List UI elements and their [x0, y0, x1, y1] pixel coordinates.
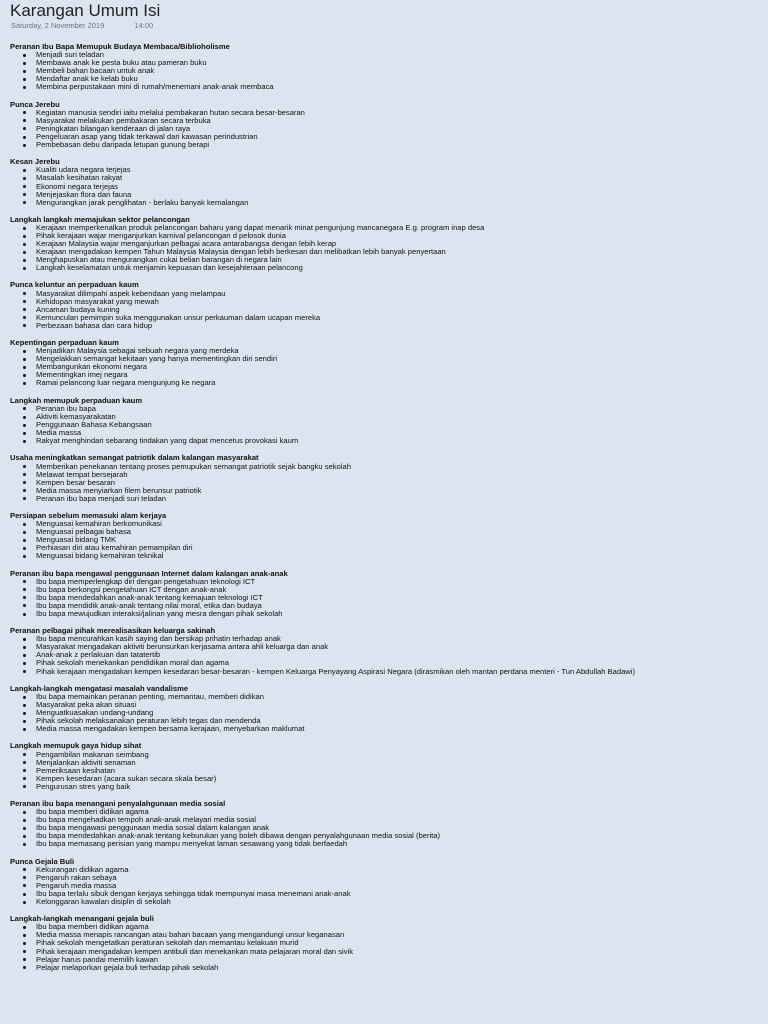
list-item-text: Menghapuskan atau mengurangkan cukai belian barangan di negara lain [36, 255, 282, 265]
list-item [10, 174, 760, 182]
bullet-icon [23, 193, 26, 196]
list-item-text: Media massa menyiarkan filem berunsur patriotik [36, 485, 202, 495]
list-item-text: Mendaftar anak ke kelab buku [36, 74, 138, 84]
bullet-icon [23, 720, 26, 723]
bullet-icon [23, 62, 26, 65]
bullet-icon [23, 473, 26, 476]
bullet-list [10, 347, 760, 387]
list-item-text: Kerajaan mengadakan kempen Tahun Malaysia Malaysia dengan lebih berkesan dan melibatkan lebih banyak penyertaan [36, 247, 446, 257]
note-section [10, 627, 760, 675]
bullet-icon [23, 54, 26, 57]
section-heading: Peranan Ibu Bapa Memupuk Budaya Membaca/Biblioholisme [10, 42, 230, 51]
bullet-list [10, 635, 760, 675]
list-item-text: Pengeluaran asap yang tidak terkawal dari kawasan perindustrian [36, 131, 258, 141]
bullet-icon [23, 712, 26, 715]
list-item-text: Mengelakkan semangat kekitaan yang hanya mementingkan diri sendiri [36, 354, 278, 364]
bullet-icon [23, 777, 26, 780]
bullet-icon [23, 819, 26, 822]
list-item-text: Anak-anak z perlakuan dan tatatertib [36, 650, 161, 660]
bullet-icon [23, 696, 26, 699]
list-item [10, 528, 760, 536]
bullet-list [10, 109, 760, 149]
note-section [10, 570, 760, 618]
section-heading: Punca Gejala Buli [10, 856, 75, 866]
bullet-icon [23, 827, 26, 830]
bullet-icon [23, 465, 26, 468]
section-heading: Peranan pelbagai pihak merealisasikan keluarga sakinah [10, 626, 216, 636]
bullet-icon [23, 588, 26, 591]
list-item [10, 759, 760, 767]
section-heading: Persiapan sebelum memasuki alam kerjaya [10, 510, 167, 520]
list-item-text: Ibu bapa memasang perisian yang mampu menyekat laman sesawang yang tidak berfaedah [36, 839, 348, 849]
bullet-icon [23, 144, 26, 147]
note-time: 14:00 [134, 21, 154, 30]
list-item-text: Kegiatan manusia sendiri iaitu melalui pembakaran hutan secara besar-besaran [36, 107, 305, 117]
bullet-icon [23, 119, 26, 122]
section-heading: Langkah-langkah mengatasi masalah vandalisme [10, 683, 189, 693]
bullet-icon [23, 580, 26, 583]
list-item-text: Ekonomi negara terjejas [36, 181, 118, 191]
list-item-text: Ibu bapa terlalu sibuk dengan kerjaya sehingga tidak mempunyai masa menemani anak-anak [36, 888, 351, 898]
list-item-text: Pihak kerajaan mengadakan kempen kesedaran besar-besaran - kempen Keluarga Penyayang Aspirasi Negara (dirasmikan oleh mantan perdana menteri - Tun Abdullah Badawi) [36, 666, 635, 676]
list-item-text: Langkah keselamatan untuk menjamin kepuasan dan kesejahteraan pelancong [36, 263, 303, 273]
list-item-text: Ibu bapa memberi didikan agama [36, 807, 149, 817]
list-item-text: Menjadi suri teladan [36, 50, 104, 60]
bullet-icon [23, 646, 26, 649]
list-item-text: Aktiviti kemasyarakatan [36, 411, 116, 421]
list-item-text: Pihak kerajaan mengadakan kempen antibuli dan menekankan mata pelajaran moral dan sivik [36, 946, 354, 956]
bullet-icon [23, 843, 26, 846]
section-heading: Langkah memupuk perpaduan kaum [10, 395, 143, 405]
list-item [10, 964, 760, 972]
list-item-text: Kemunculan pemimpin suka menggunakan unsur perkauman dalam ucapan mereka [36, 312, 321, 322]
bullet-icon [23, 416, 26, 419]
list-item-text: Membawa anak ke pesta buku atau pameran buku [36, 58, 207, 68]
note-body [10, 43, 760, 972]
section-heading: Punca Jerebu [10, 99, 60, 109]
bullet-icon [23, 942, 26, 945]
list-item-text: Menjalankan aktiviti senaman [36, 757, 136, 767]
bullet-list [10, 751, 760, 791]
list-item-text: Pihak sekolah melaksanakan peraturan lebih tegas dan mendenda [36, 716, 261, 726]
list-item-text: Menguatkuasakan undang-undang [36, 708, 154, 718]
list-item-text: Menguasai pelbagai bahasa [36, 527, 131, 537]
bullet-icon [23, 424, 26, 427]
list-item [10, 471, 760, 479]
section-heading: Punca keluntur an perpaduan kaum [10, 280, 139, 290]
bullet-icon [23, 185, 26, 188]
bullet-icon [23, 86, 26, 89]
list-item-text: Ibu bapa mendedahkan anak-anak tentang keburukan yang boleh dibawa dengan penyalahgunaan media sosial (berita) [36, 831, 441, 841]
note-section [10, 101, 760, 149]
bullet-icon [23, 407, 26, 410]
bullet-icon [23, 613, 26, 616]
list-item-text: Melawat tempat bersejarah [36, 469, 128, 479]
bullet-list [10, 224, 760, 272]
note-section [10, 512, 760, 560]
list-item-text: Pengaruh media massa [36, 880, 117, 890]
list-item-text: Ibu bapa mencurahkan kasih saying dan bersikap prihatin terhadap anak [36, 634, 281, 644]
bullet-icon [23, 811, 26, 814]
list-item-text: Ibu bapa berkongsi pengetahuan ICT dengan anak-anak [36, 584, 227, 594]
bullet-icon [23, 136, 26, 139]
section-heading: Langkah langkah memajukan sektor pelancongan [10, 214, 190, 224]
note-section [10, 858, 760, 906]
list-item-text: Kekurangan didikan agama [36, 864, 129, 874]
bullet-icon [23, 662, 26, 665]
list-item-text: Mementingkan imej negara [36, 370, 128, 380]
list-item-text: Perbezaan bahasa dan cara hidup [36, 320, 153, 330]
bullet-icon [23, 901, 26, 904]
bullet-icon [23, 769, 26, 772]
list-item-text: Ibu bapa memperlengkap diri dengan pengetahuan teknologi ICT [36, 576, 256, 586]
list-item-text: Peranan ibu bapa menjadi suri teladan [36, 493, 167, 503]
list-item [10, 166, 760, 174]
list-item-text: Masyarakat peka akan situasi [36, 699, 137, 709]
bullet-icon [23, 753, 26, 756]
bullet-icon [23, 497, 26, 500]
list-item-text: Ibu bapa mengawasi penggunaan media sosial dalam kalangan anak [36, 823, 270, 833]
bullet-icon [23, 950, 26, 953]
list-item-text: Menguasai kemahiran berkomunikasi [36, 519, 162, 529]
list-item-text: Ibu bapa mendedahkan anak-anak tentang kemajuan teknologi ICT [36, 592, 263, 602]
list-item [10, 379, 760, 387]
note-section [10, 742, 760, 790]
bullet-icon [23, 308, 26, 311]
bullet-icon [23, 243, 26, 246]
section-heading: Langkah-langkah menangani gejala buli [10, 914, 154, 924]
bullet-icon [23, 127, 26, 130]
bullet-icon [23, 884, 26, 887]
bullet-icon [23, 547, 26, 550]
list-item-text: Masyarakat mengadakan aktiviti berunsurkan kerjasama antara ahli keluarga dan anak [36, 642, 329, 652]
list-item-text: Pemeriksaan kesihatan [36, 765, 115, 775]
list-item-text: Pembebasan debu daripada letupan gunung berapi [36, 139, 210, 149]
list-item-text: Rakyat menghindari sebarang tindakan yang dapat mencetus provokasi kaum [36, 436, 299, 446]
bullet-icon [23, 876, 26, 879]
bullet-icon [23, 259, 26, 262]
bullet-icon [23, 382, 26, 385]
list-item-text: Membangunkan ekonomi negara [36, 362, 148, 372]
bullet-icon [23, 70, 26, 73]
list-item [10, 421, 760, 429]
list-item-text: Kelonggaran kawalan disiplin di sekolah [36, 896, 171, 906]
bullet-icon [23, 111, 26, 114]
bullet-list [10, 923, 760, 971]
list-item [10, 298, 760, 306]
bullet-icon [23, 670, 26, 673]
list-item-text: Kerajaan memperkenalkan produk pelancongan baharu yang dapat menarik minat pengunjung mancanegara E.g. program inap desa [36, 223, 485, 233]
bullet-icon [23, 539, 26, 542]
list-item-text: Peningkatan bilangan kenderaan di jalan raya [36, 123, 191, 133]
list-item [10, 264, 760, 272]
note-section [10, 397, 760, 445]
note-section [10, 281, 760, 329]
list-item-text: Membeli bahan bacaan untuk anak [36, 66, 155, 76]
bullet-icon [23, 926, 26, 929]
note-title: Karangan Umum Isi [10, 1, 161, 20]
bullet-icon [23, 78, 26, 81]
list-item [10, 199, 760, 207]
bullet-icon [23, 523, 26, 526]
bullet-icon [23, 868, 26, 871]
list-item-text: Ibu bapa memainkan peranan penting, memantau, memberi didikan [36, 691, 264, 701]
bullet-icon [23, 267, 26, 270]
list-item-text: Menguasai bidang kemahiran teknikal [36, 551, 164, 561]
bullet-icon [23, 374, 26, 377]
bullet-icon [23, 604, 26, 607]
bullet-list [10, 463, 760, 503]
list-item-text: Media massa menapis rancangan atau bahan bacaan yang mengandungi unsur keganasan [36, 930, 345, 940]
bullet-list [10, 405, 760, 445]
list-item-text: Masyarakat dilimpahi aspek kebendaan yang melampau [36, 288, 226, 298]
note-section [10, 800, 760, 848]
bullet-icon [23, 596, 26, 599]
bullet-icon [23, 893, 26, 896]
note-section [10, 685, 760, 733]
note-section [10, 216, 760, 272]
section-heading: Langkah memupuk gaya hidup sihat [10, 741, 142, 751]
bullet-list [10, 166, 760, 206]
section-heading: Peranan ibu bapa menangani penyalahgunaan media sosial [10, 798, 226, 808]
bullet-list [10, 808, 760, 848]
list-item-text: Masyarakat melakukan pembakaran secara terbuka [36, 115, 211, 125]
bullet-icon [23, 201, 26, 204]
list-item-text: Ibu bapa mewujudkan interaksi/jalinan yang mesra dengan pihak sekolah [36, 608, 283, 618]
note-section [10, 339, 760, 387]
bullet-icon [23, 316, 26, 319]
list-item-text: Ramai pelancong luar negara mengunjung ke negara [36, 378, 216, 388]
list-item-text: Kerajaan Malaysia wajar menganjurkan pelbagai acara antarabangsa dengan lebih kerap [36, 239, 337, 249]
list-item-text: Menjejaskan flora dan fauna [36, 189, 132, 199]
bullet-icon [23, 958, 26, 961]
list-item-text: Media massa [36, 428, 82, 438]
bullet-icon [23, 227, 26, 230]
list-item-text: Menguasai bidang TMK [36, 535, 117, 545]
bullet-icon [23, 934, 26, 937]
bullet-icon [23, 169, 26, 172]
list-item [10, 840, 760, 848]
bullet-icon [23, 835, 26, 838]
list-item [10, 783, 760, 791]
list-item [10, 141, 760, 149]
bullet-list [10, 290, 760, 330]
list-item-text: Pelajar harus pandai memilih kawan [36, 954, 158, 964]
section-heading: Peranan ibu bapa mengawal penggunaan Internet dalam kalangan anak-anak [10, 568, 288, 578]
list-item-text: Ibu bapa mengehadkan tempoh anak-anak melayari media sosial [36, 815, 256, 825]
bullet-icon [23, 704, 26, 707]
list-item [10, 610, 760, 618]
list-item-text: Membina perpustakaan mini di rumah/menemani anak-anak membaca [36, 82, 274, 92]
bullet-icon [23, 177, 26, 180]
list-item [10, 866, 760, 874]
note-meta [11, 21, 760, 30]
list-item [10, 725, 760, 733]
list-item [10, 874, 760, 882]
list-item-text: Ibu bapa mendidik anak-anak tentang nilai moral, etika dan budaya [36, 600, 262, 610]
section-heading: Kepentingan perpaduan kaum [10, 338, 119, 348]
bullet-icon [23, 366, 26, 369]
bullet-icon [23, 555, 26, 558]
bullet-icon [23, 481, 26, 484]
list-item-text: Perhiasan diri atau kemahiran pemampilan diri [36, 543, 193, 553]
note-section [10, 915, 760, 971]
note-date: Saturday, 2 November 2019 [11, 21, 105, 30]
bullet-list [10, 51, 760, 91]
note-section [10, 158, 760, 206]
list-item-text: Kualiti udara negara terjejas [36, 165, 131, 175]
bullet-icon [23, 292, 26, 295]
list-item-text: Pengurusan stres yang baik [36, 781, 131, 791]
list-item [10, 83, 760, 91]
list-item-text: Pelajar melaporkan gejala buli terhadap pihak sekolah [36, 962, 219, 972]
list-item-text: Pihak sekolah menekankan pendidikan moral dan agama [36, 658, 229, 668]
bullet-icon [23, 489, 26, 492]
bullet-list [10, 578, 760, 618]
list-item [10, 552, 760, 560]
bullet-icon [23, 324, 26, 327]
list-item-text: Memberikan penekanan tentang proses pemupukan semangat patriotik sejak bangku sekolah [36, 461, 351, 471]
list-item-text: Ibu bapa memberi didikan agama [36, 922, 149, 932]
list-item-text: Pihak sekolah mengetatkan peraturan sekolah dan memantau kelakuan murid [36, 938, 299, 948]
section-heading: Usaha meningkatkan semangat patriotik dalam kalangan masyarakat [10, 453, 259, 463]
bullet-icon [23, 638, 26, 641]
bullet-icon [23, 358, 26, 361]
list-item-text: Kempen besar besaran [36, 477, 115, 487]
list-item-text: Pihak kerajaan wajar menganjurkan karnival pelancongan d pelosok dunia [36, 231, 286, 241]
bullet-icon [23, 728, 26, 731]
list-item-text: Masalah kesihatan rakyat [36, 173, 123, 183]
list-item [10, 898, 760, 906]
bullet-icon [23, 235, 26, 238]
list-item-text: Peranan ibu bapa [36, 403, 96, 413]
list-item-text: Kehidupan masyarakat yang mewah [36, 296, 159, 306]
list-item [10, 495, 760, 503]
bullet-icon [23, 432, 26, 435]
list-item-text: Ancaman budaya kuning [36, 304, 120, 314]
list-item-text: Pengaruh rakan sebaya [36, 872, 117, 882]
list-item-text: Penggunaan Bahasa Kebangsaan [36, 419, 152, 429]
bullet-list [10, 520, 760, 560]
bullet-icon [23, 300, 26, 303]
list-item-text: Menjadikan Malaysia sebagai sebuah negara yang merdeka [36, 346, 239, 356]
bullet-list [10, 866, 760, 906]
bullet-icon [23, 785, 26, 788]
bullet-icon [23, 531, 26, 534]
bullet-icon [23, 440, 26, 443]
list-item-text: Pengambilan makanan seimbang [36, 749, 149, 759]
bullet-icon [23, 251, 26, 254]
note-section [10, 454, 760, 502]
list-item [10, 668, 760, 676]
bullet-list [10, 693, 760, 733]
list-item-text: Kempen kesedaran (acara sukan secara skala besar) [36, 773, 217, 783]
bullet-icon [23, 966, 26, 969]
list-item [10, 322, 760, 330]
bullet-icon [23, 654, 26, 657]
list-item-text: Mengurangkan jarak penglihatan - berlaku banyak kemalangan [36, 197, 249, 207]
note-section [10, 43, 760, 91]
bullet-icon [23, 761, 26, 764]
list-item [10, 437, 760, 445]
list-item [10, 405, 760, 413]
list-item-text: Media massa mengadakan kempen bersama kerajaan, menyebarkan maklumat [36, 724, 305, 734]
bullet-icon [23, 350, 26, 353]
section-heading: Kesan Jerebu [10, 157, 60, 167]
